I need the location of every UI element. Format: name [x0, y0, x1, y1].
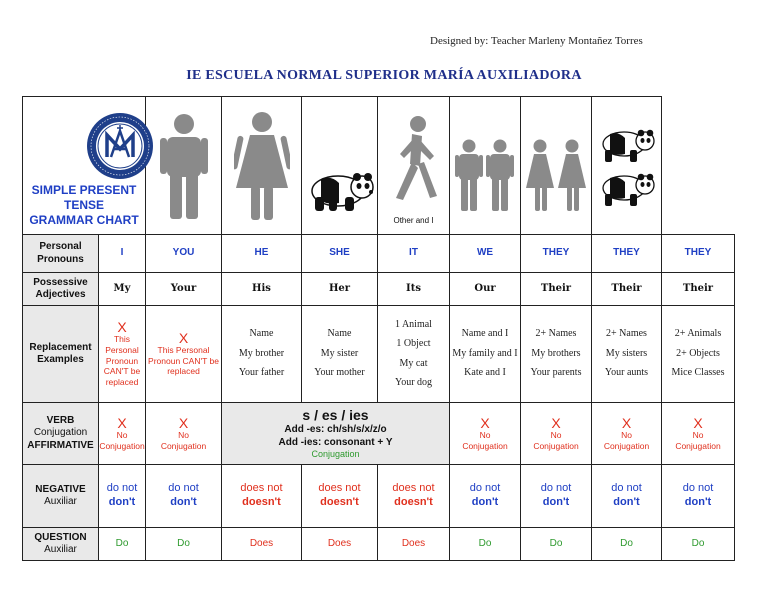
rule-ies: Add -ies: consonant + Y	[278, 436, 393, 448]
pronoun-cell: THEY	[662, 235, 735, 273]
question-we-cell: Do	[450, 528, 521, 561]
negative-they1-cell	[521, 465, 592, 528]
aux-contraction: don't	[170, 496, 197, 508]
verb-i-cell	[99, 403, 146, 465]
negative-it-cell	[378, 465, 450, 528]
pronoun-cell: SHE	[302, 235, 378, 273]
no-conj-text: Conjugation	[99, 440, 145, 451]
row-label-verb-line1: VERB	[46, 414, 75, 426]
replacement-they1-cell	[521, 306, 592, 403]
no-conj-text: Conjugation	[462, 440, 508, 451]
example-text: My sister	[320, 347, 359, 359]
negative-she-cell	[302, 465, 378, 528]
possessive-cell: Their	[521, 273, 592, 306]
negative-he-cell	[222, 465, 302, 528]
aux-text: do not	[682, 482, 714, 495]
aux-contraction: don't	[471, 496, 499, 508]
verb-endings: s / es / ies	[302, 406, 369, 423]
verb-they3-cell	[662, 403, 735, 465]
walking-person-icon	[386, 114, 442, 204]
pronoun-cell: IT	[378, 235, 450, 273]
row-label-negative	[23, 465, 99, 528]
pronoun-cell: THEY	[521, 235, 592, 273]
aux-text: does not	[240, 482, 283, 495]
chart-title	[23, 183, 145, 228]
no-conj-text: No	[479, 429, 491, 440]
example-text: Your parents	[530, 367, 582, 379]
school-title: IE ESCUELA NORMAL SUPERIOR MARÍA AUXILIADORA	[186, 68, 582, 83]
question-she-cell: Does	[302, 528, 378, 561]
aux-text: does not	[318, 482, 361, 495]
verb-you-cell	[146, 403, 222, 465]
example-text: 2+ Names	[606, 328, 647, 340]
aux-text: do not	[540, 482, 572, 495]
replacement-we-cell	[450, 306, 521, 403]
two-women-icon	[525, 138, 587, 212]
row-label-verb-line3: AFFIRMATIVE	[27, 439, 94, 451]
aux-contraction: doesn't	[394, 496, 433, 508]
they-animals-figure-cell	[592, 97, 662, 235]
negative-i-cell	[99, 465, 146, 528]
replacement-he-cell	[222, 306, 302, 403]
possessive-cell: Their	[662, 273, 735, 306]
possessive-cell: Its	[378, 273, 450, 306]
example-text: 1 Object	[396, 338, 431, 349]
two-men-icon	[455, 138, 515, 212]
no-replace-note: This Personal Pronoun CAN'T be replaced	[148, 345, 219, 377]
aux-contraction: don't	[108, 496, 136, 508]
verb-they2-cell	[592, 403, 662, 465]
we-figure-caption: Other and I	[393, 216, 434, 225]
x-mark: X	[117, 414, 127, 431]
pronoun-cell: THEY	[592, 235, 662, 273]
example-text: Name and I	[461, 328, 509, 340]
question-they3-cell: Do	[662, 528, 735, 561]
verb-row	[23, 403, 735, 465]
conjugation-label: Conjugation	[311, 449, 360, 460]
it-figure-cell	[302, 97, 378, 235]
example-text: Kate and I	[464, 367, 506, 379]
woman-icon	[234, 110, 290, 222]
question-row	[23, 528, 735, 561]
panda-icon	[305, 167, 375, 213]
row-label-verb-line2: Conjugation	[33, 427, 88, 439]
replacement-it-cell	[378, 306, 450, 403]
possessive-cell: My	[99, 273, 146, 306]
example-text: My sisters	[605, 347, 648, 359]
grammar-chart-table	[22, 96, 735, 561]
example-text: Mice Classes	[671, 367, 725, 379]
replacement-they2-cell	[592, 306, 662, 403]
aux-text: do not	[168, 482, 199, 495]
verb-third-person-cell	[222, 403, 450, 465]
no-conj-text: Conjugation	[160, 440, 207, 451]
aux-text: does not	[392, 482, 435, 495]
row-label-personal: Personal Pronouns	[23, 235, 99, 273]
example-text: 2+ Names	[535, 328, 577, 340]
no-conj-text: Conjugation	[533, 440, 579, 451]
aux-contraction: don't	[613, 496, 640, 508]
question-you-cell: Do	[146, 528, 222, 561]
no-conj-text: No	[621, 429, 632, 440]
negative-row	[23, 465, 735, 528]
possessive-cell: Their	[592, 273, 662, 306]
question-he-cell: Does	[222, 528, 302, 561]
they-women-figure-cell	[521, 97, 592, 235]
row-label-possessive: Possessive Adjectives	[23, 273, 99, 306]
x-mark: X	[117, 319, 127, 336]
two-pandas-icon	[597, 126, 657, 210]
designer-credit: Designed by: Teacher Marleny Montañez Torres	[430, 35, 643, 47]
rule-es: Add -es: ch/sh/s/x/z/o	[284, 424, 387, 436]
example-text: 2+ Objects	[676, 347, 720, 359]
verb-they1-cell	[521, 403, 592, 465]
replacement-i-cell	[99, 306, 146, 403]
row-label-negative-line1: NEGATIVE	[35, 483, 86, 495]
row-label-question-line2: Auxiliar	[44, 544, 77, 555]
negative-you-cell	[146, 465, 222, 528]
question-i-cell: Do	[99, 528, 146, 561]
replacement-they3-cell	[662, 306, 735, 403]
replacement-you-cell	[146, 306, 222, 403]
negative-they2-cell	[592, 465, 662, 528]
replacement-row	[23, 306, 735, 403]
possessive-cell: Her	[302, 273, 378, 306]
negative-they3-cell	[662, 465, 735, 528]
example-text: Your dog	[394, 377, 433, 388]
pronoun-cell: YOU	[146, 235, 222, 273]
x-mark: X	[480, 414, 490, 431]
possessive-cell: His	[222, 273, 302, 306]
row-label-negative-line2: Auxiliar	[44, 496, 77, 507]
question-they2-cell: Do	[592, 528, 662, 561]
x-mark: X	[178, 330, 189, 347]
example-text: 2+ Animals	[674, 328, 722, 340]
row-label-question-line1: QUESTION	[34, 531, 87, 543]
aux-contraction: don't	[542, 496, 570, 508]
school-seal-icon	[85, 111, 155, 181]
no-conj-text: No	[178, 429, 189, 440]
no-conj-text: No	[550, 429, 562, 440]
pronoun-cell: I	[99, 235, 146, 273]
x-mark: X	[551, 414, 561, 431]
no-conj-text: Conjugation	[675, 440, 721, 451]
chart-title-line2: GRAMMAR CHART	[29, 213, 139, 227]
example-text: Your aunts	[604, 367, 649, 379]
possessive-cell: Your	[146, 273, 222, 306]
question-they1-cell: Do	[521, 528, 592, 561]
aux-text: do not	[469, 482, 501, 495]
x-mark: X	[693, 414, 703, 431]
example-text: My brother	[238, 347, 285, 359]
possessive-cell: Our	[450, 273, 521, 306]
replacement-she-cell	[302, 306, 378, 403]
figure-row	[23, 97, 735, 235]
no-conj-text: No	[116, 429, 128, 440]
aux-contraction: don't	[684, 496, 712, 508]
pronoun-row	[23, 235, 735, 273]
example-text: My cat	[399, 357, 428, 369]
aux-text: do not	[611, 482, 642, 495]
example-text: Name	[249, 328, 274, 340]
chart-title-cell	[23, 97, 146, 235]
negative-we-cell	[450, 465, 521, 528]
example-text: Your father	[238, 367, 285, 379]
row-label-question	[23, 528, 99, 561]
pronoun-cell: WE	[450, 235, 521, 273]
aux-contraction: doesn't	[320, 496, 359, 508]
no-replace-note: This Personal Pronoun CAN'T be replaced	[103, 334, 141, 387]
aux-text: do not	[106, 482, 138, 495]
x-mark: X	[621, 414, 632, 431]
row-label-replacement: Replacement Examples	[23, 306, 99, 403]
she-figure-cell	[222, 97, 302, 235]
question-it-cell: Does	[378, 528, 450, 561]
man-icon	[159, 111, 209, 221]
example-text: My brothers	[531, 347, 581, 359]
example-text: Your mother	[314, 367, 365, 379]
aux-contraction: doesn't	[242, 496, 281, 508]
row-label-verb	[23, 403, 99, 465]
x-mark: X	[178, 414, 189, 431]
he-figure-cell	[146, 97, 222, 235]
no-conj-text: Conjugation	[603, 440, 650, 451]
they-men-figure-cell	[450, 97, 521, 235]
verb-we-cell	[450, 403, 521, 465]
pronoun-cell: HE	[222, 235, 302, 273]
we-figure-cell	[378, 97, 450, 235]
example-text: My family and I	[452, 347, 518, 359]
no-conj-text: No	[692, 429, 704, 440]
chart-title-line1: SIMPLE PRESENT TENSE	[31, 183, 137, 212]
example-text: Name	[327, 328, 352, 340]
possessive-row	[23, 273, 735, 306]
example-text: 1 Animal	[395, 318, 432, 330]
